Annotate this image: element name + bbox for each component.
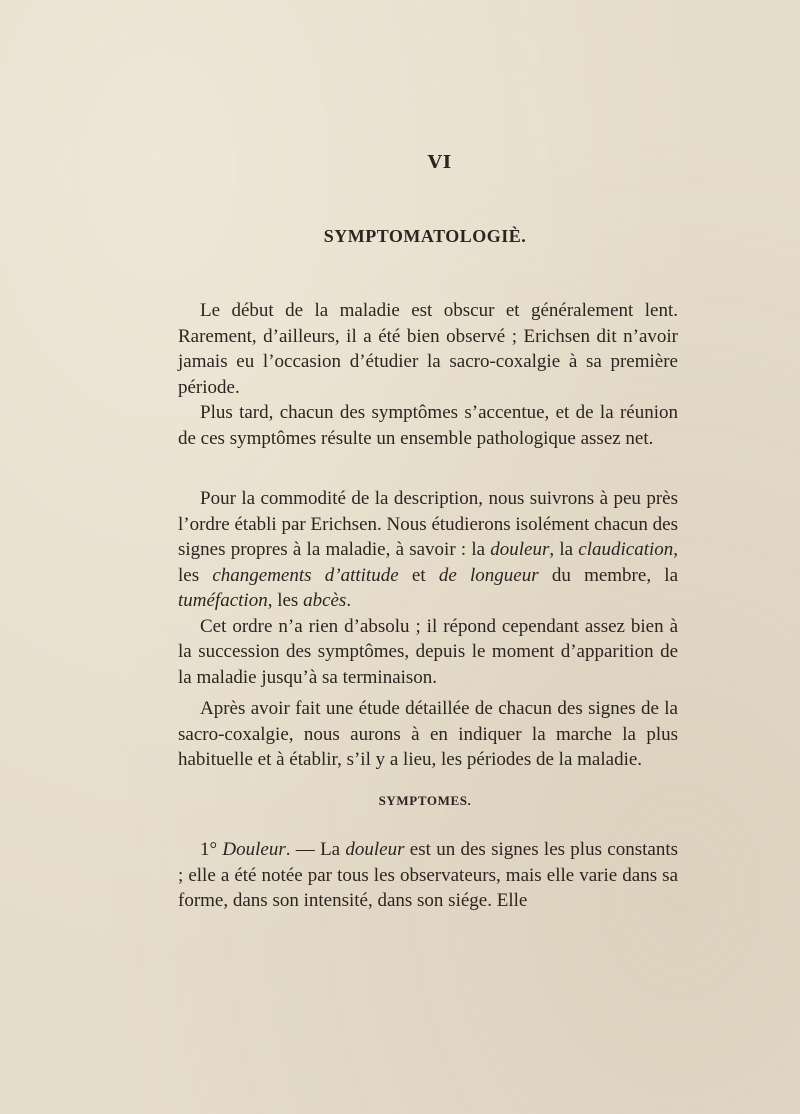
term-tumefaction: tuméfaction [178,590,268,611]
paragraph: 1° Douleur. — La douleur est un des signes les plus constants ; elle a été notée par tous les observateurs, mais elle varie dans sa forme, dans son intensité, dans son siége. Elle [178,839,678,911]
plan-paragraph [178,696,678,773]
paragraph: Plus tard, chacun des symptômes s’accentue, et de la réunion de ces symptômes résulte un ensemble pathologique assez net. [178,402,678,449]
term-changements: changements d’attitude [212,564,399,586]
term-longueur: de longueur [438,564,539,586]
method-paragraphs [178,486,678,690]
douleur-paragraph [178,837,678,914]
section-heading: SYMPTOMES. [378,793,472,808]
paragraph: Après avoir fait une étude détaillée de chacun des signes de la sacro-coxalgie, nous aurons à en indiquer la marche la plus habituelle et à établir, s’il y a lieu, les périodes de la maladie. [178,698,678,770]
term-douleur: douleur [490,539,550,560]
chapter-title: SYMPTOMATOLOGIÈ. [323,226,527,246]
paragraph: Le début de la maladie est obscur et généralement lent. Rarement, d’ailleurs, il a été bien observé ; Erichsen dit n’avoir jamais eu l’occasion d’étudier la sacro-coxalgie à sa première période. [178,300,678,398]
term-douleur-heading: Douleur [222,839,286,860]
term-abces: abcès [303,590,347,611]
term-douleur-inline: douleur [345,839,405,860]
term-claudication: claudication [578,539,674,560]
intro-paragraphs [178,298,678,451]
chapter-number: VI [427,152,453,173]
paragraph: Cet ordre n’a rien d’absolu ; il répond cependant assez bien à la succession des symptômes, depuis le moment d’apparition de la maladie jusqu’à sa terminaison. [178,615,678,688]
paragraph: Pour la commodité de la description, nous suivrons à peu près l’ordre établi par Erichsen. Nous étudierons isolément chacun des signes propres à la maladie, à savoir : la douleur, la claudication, les changements d’attitude et de longueur du membre, la tuméfaction, les abcès. [178,488,679,611]
